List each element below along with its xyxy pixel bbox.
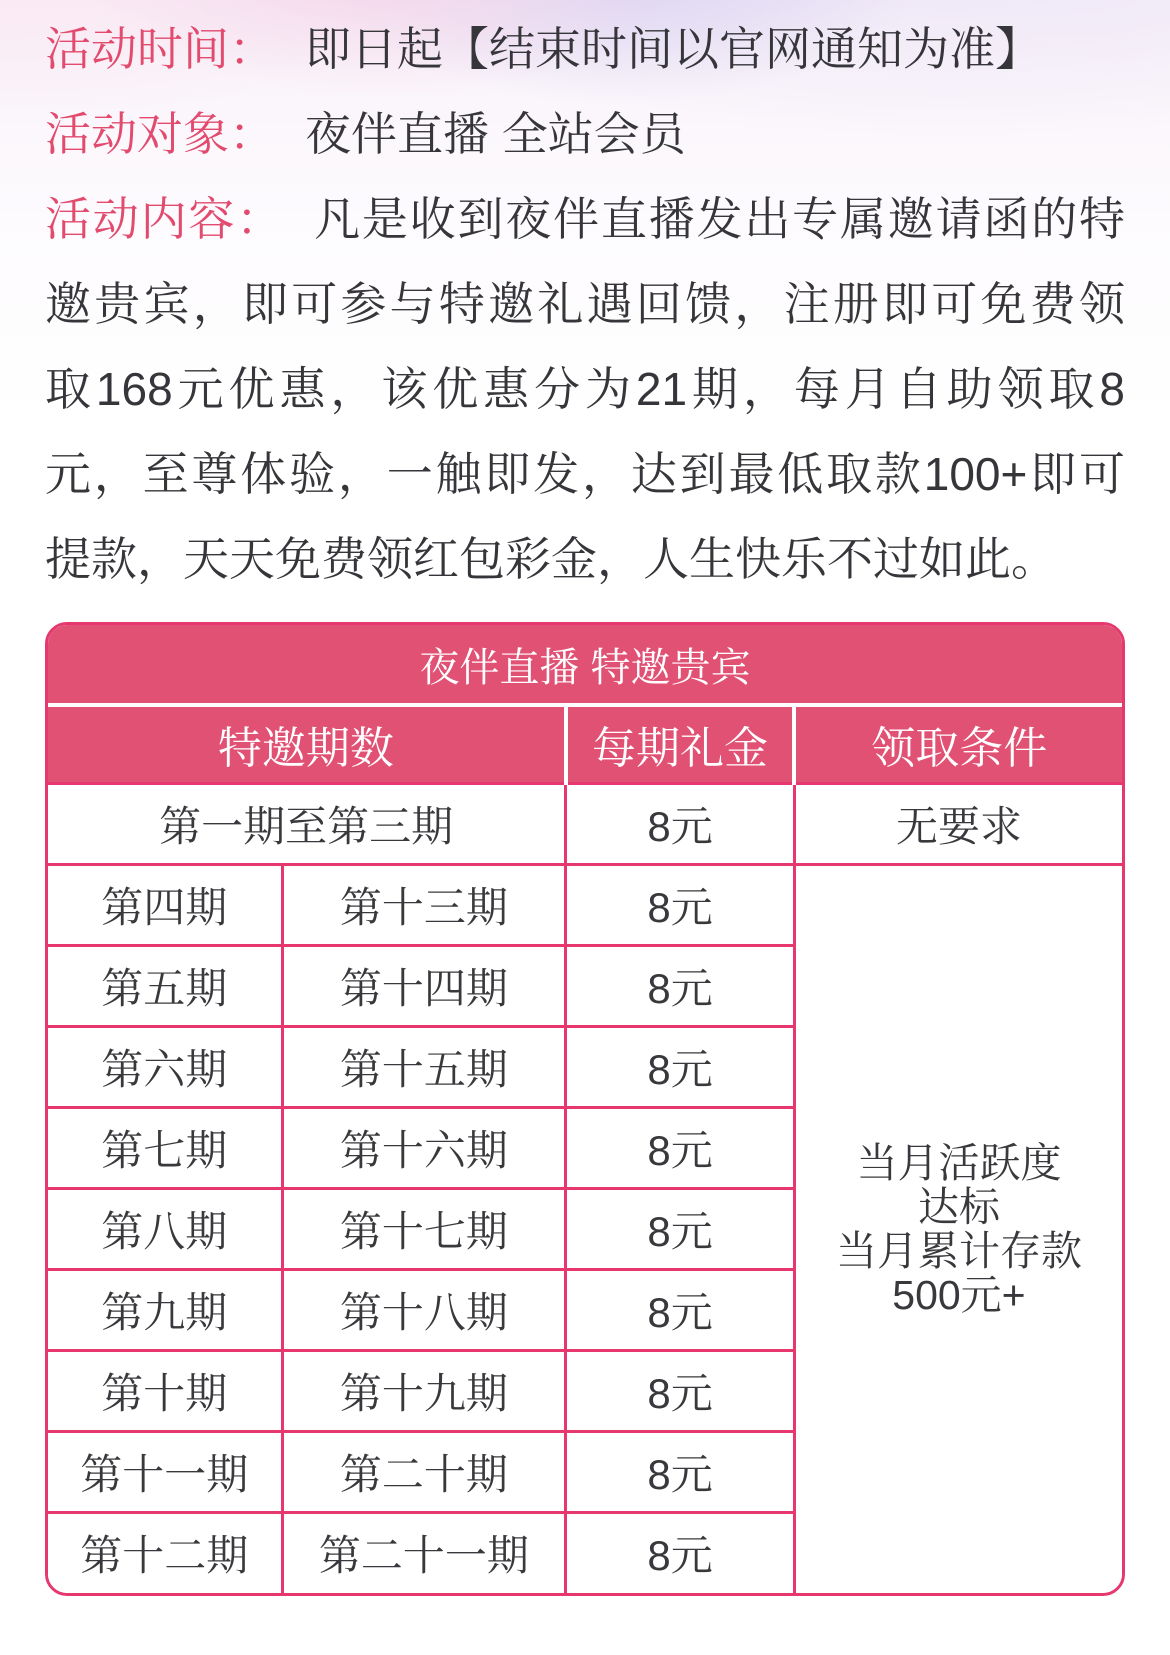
- content-line-text: 凡是收到夜伴直播发出专属邀请函的特: [314, 193, 1126, 245]
- period-cell-a: 第五期: [48, 945, 282, 1026]
- activity-time-label: 活动时间：: [45, 23, 275, 75]
- period-cell-b: 第十九期: [282, 1350, 566, 1431]
- activity-time-value: 即日起【结束时间以官网通知为准】: [305, 23, 1041, 75]
- gift-cell: 8元: [566, 864, 795, 945]
- content-line: 邀贵宾，即可参与特邀礼遇回馈，注册即可免费领: [45, 278, 1125, 330]
- table-header-row: [48, 705, 1122, 783]
- condition-line: 达标: [917, 1184, 1000, 1231]
- invite-reward-table-grid: [48, 625, 1122, 1593]
- activity-target-value: 夜伴直播 全站会员: [305, 108, 686, 160]
- merged-condition-cell: [794, 864, 1122, 1593]
- period-cell-a: 第十二期: [48, 1512, 282, 1593]
- table-title: 夜伴直播 特邀贵宾: [48, 625, 1122, 705]
- activity-time-row: [45, 7, 1125, 92]
- gift-cell: 8元: [566, 1431, 795, 1512]
- col-header-periods: 特邀期数: [48, 705, 566, 783]
- invite-reward-table: [45, 622, 1125, 1596]
- period-cell-a: 第十期: [48, 1350, 282, 1431]
- content-line: [45, 177, 1125, 262]
- condition-line: 500元+: [892, 1272, 1026, 1319]
- period-cell-b: 第二十一期: [282, 1512, 566, 1593]
- content-line: 取168元优惠，该优惠分为21期，每月自助领取8: [45, 363, 1125, 415]
- period-cell-b: 第十五期: [282, 1026, 566, 1107]
- content-line: 提款，天天免费领红包彩金，人生快乐不过如此。: [45, 533, 1057, 585]
- gift-cell: 8元: [566, 1269, 795, 1350]
- table-row: [48, 864, 1122, 945]
- period-cell-b: 第十六期: [282, 1107, 566, 1188]
- period-cell-a: 第九期: [48, 1269, 282, 1350]
- gift-cell: 8元: [566, 1512, 795, 1593]
- period-cell-a: 第四期: [48, 864, 282, 945]
- period-cell-a: 第八期: [48, 1188, 282, 1269]
- gift-cell: 8元: [566, 783, 795, 864]
- gift-cell: 8元: [566, 1188, 795, 1269]
- table-title-row: [48, 625, 1122, 705]
- condition-line: 当月累计存款: [835, 1228, 1082, 1275]
- activity-target-label: 活动对象：: [45, 108, 275, 160]
- period-cell-b: 第十七期: [282, 1188, 566, 1269]
- gift-cell: 8元: [566, 945, 795, 1026]
- col-header-condition: 领取条件: [794, 705, 1122, 783]
- gift-cell: 8元: [566, 1350, 795, 1431]
- period-cell-a: 第十一期: [48, 1431, 282, 1512]
- activity-content-label: 活动内容：: [45, 193, 285, 245]
- condition-line: 当月活跃度: [856, 1140, 1062, 1187]
- period-cell-a: 第七期: [48, 1107, 282, 1188]
- content-line: 元，至尊体验，一触即发，达到最低取款100+即可: [45, 448, 1125, 500]
- period-cell: 第一期至第三期: [48, 783, 566, 864]
- activity-info: [0, 0, 1170, 602]
- period-cell-b: 第十三期: [282, 864, 566, 945]
- activity-target-row: [45, 92, 1125, 177]
- period-cell-b: 第十八期: [282, 1269, 566, 1350]
- period-cell-b: 第十四期: [282, 945, 566, 1026]
- condition-cell: 无要求: [794, 783, 1122, 864]
- gift-cell: 8元: [566, 1026, 795, 1107]
- activity-content-paragraph: [45, 177, 1125, 602]
- period-cell-b: 第二十期: [282, 1431, 566, 1512]
- col-header-gift: 每期礼金: [566, 705, 795, 783]
- gift-cell: 8元: [566, 1107, 795, 1188]
- table-row-first: [48, 783, 1122, 864]
- period-cell-a: 第六期: [48, 1026, 282, 1107]
